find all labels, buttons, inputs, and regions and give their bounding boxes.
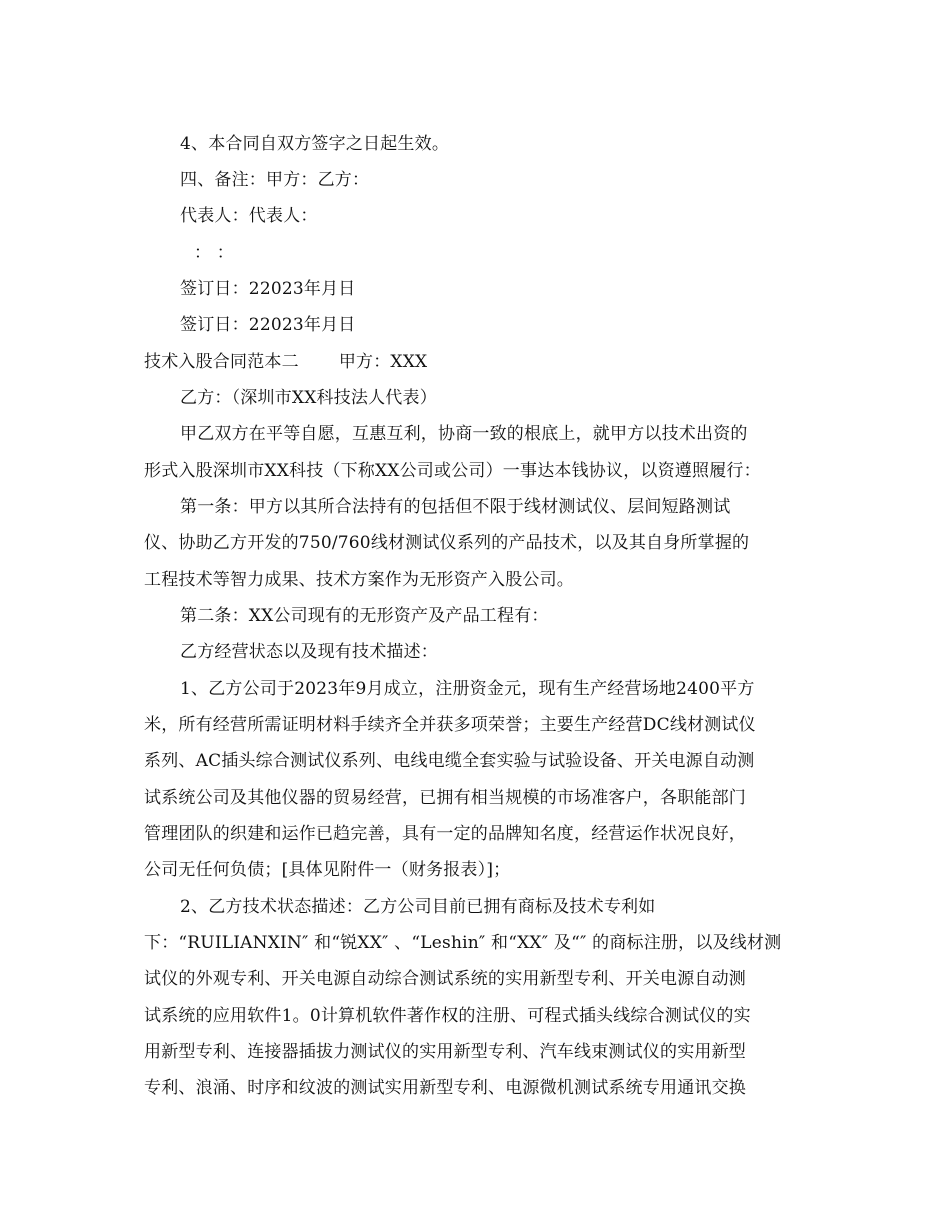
paragraph-line: 用新型专利、连接器插拔力测试仪的实用新型专利、汽车线束测试仪的实用新型 <box>144 1042 746 1062</box>
paragraph-line: 米，所有经营所需证明材料手续齐全并获多项荣誉；主要生产经营DC线材测试仪 <box>144 715 756 735</box>
status-heading-line: 乙方经营状态以及现有技术描述： <box>180 642 438 662</box>
contract-title-line <box>144 352 814 372</box>
paragraph-line: 试系统公司及其他仪器的贸易经营，已拥有相当规模的市场准客户，各职能部门 <box>144 788 746 808</box>
item-one-line: 1、乙方公司于2023年9月成立，注册资金元，现有生产经营场地2400平方 <box>180 679 755 699</box>
contract-title: 技术入股合同范本二 <box>144 352 299 372</box>
blank-colon-line: ： ： <box>194 243 235 263</box>
clause-effective-line: 4、本合同自双方签字之日起生效。 <box>180 134 450 154</box>
paragraph-line: 公司无任何负债；[具体见附件一（财务报表）]； <box>144 860 511 880</box>
signing-date-line-2: 签订日：22023年月日 <box>180 315 356 335</box>
paragraph-line: 系列、AC插头综合测试仪系列、电线电缆全套实验与试验设备、开关电源自动测 <box>144 751 755 771</box>
paragraph-line: 试系统的应用软件1。0计算机软件著作权的注册、可程式插头线综合测试仪的实 <box>144 1006 751 1026</box>
paragraph-line: 试仪的外观专利、开关电源自动综合测试系统的实用新型专利、开关电源自动测 <box>144 969 746 989</box>
representative-line: 代表人：代表人： <box>180 206 318 226</box>
article-two-line: 第二条：XX公司现有的无形资产及产品工程有： <box>180 606 549 626</box>
paragraph-line: 甲乙双方在平等自愿，互惠互利，协商一致的根底上，就甲方以技术出资的 <box>180 424 748 444</box>
paragraph-line: 仪、协助乙方开发的750/760线材测试仪系列的产品技术，以及其自身所掌握的 <box>144 533 750 553</box>
paragraph-line: 专利、浪涌、时序和纹波的测试实用新型专利、电源微机测试系统专用通讯交换 <box>144 1078 746 1098</box>
party-b-line: 乙方：（深圳市XX科技法人代表） <box>180 388 437 408</box>
paragraph-line: 工程技术等智力成果、技术方案作为无形资产入股公司。 <box>144 570 574 590</box>
party-a: 甲方：XXX <box>338 352 428 372</box>
remarks-line: 四、备注：甲方：乙方： <box>180 170 370 190</box>
item-two-line: 2、乙方技术状态描述：乙方公司目前已拥有商标及技术专利如 <box>180 897 656 917</box>
paragraph-line: 形式入股深圳市XX科技（下称XX公司或公司）一事达本钱协议，以资遵照履行： <box>144 461 761 481</box>
paragraph-line: 管理团队的织建和运作已趋完善，具有一定的品牌知名度，经营运作状况良好， <box>144 824 746 844</box>
article-one-line: 第一条：甲方以其所合法持有的包括但不限于线材测试仪、层间短路测试 <box>180 497 731 517</box>
paragraph-line: 下：“RUILIANXIN″ 和“锐XX″ 、“Leshin″ 和“XX″ 及“″ 的商标注册，以及线材测 <box>144 933 782 953</box>
signing-date-line-1: 签订日：22023年月日 <box>180 279 356 299</box>
